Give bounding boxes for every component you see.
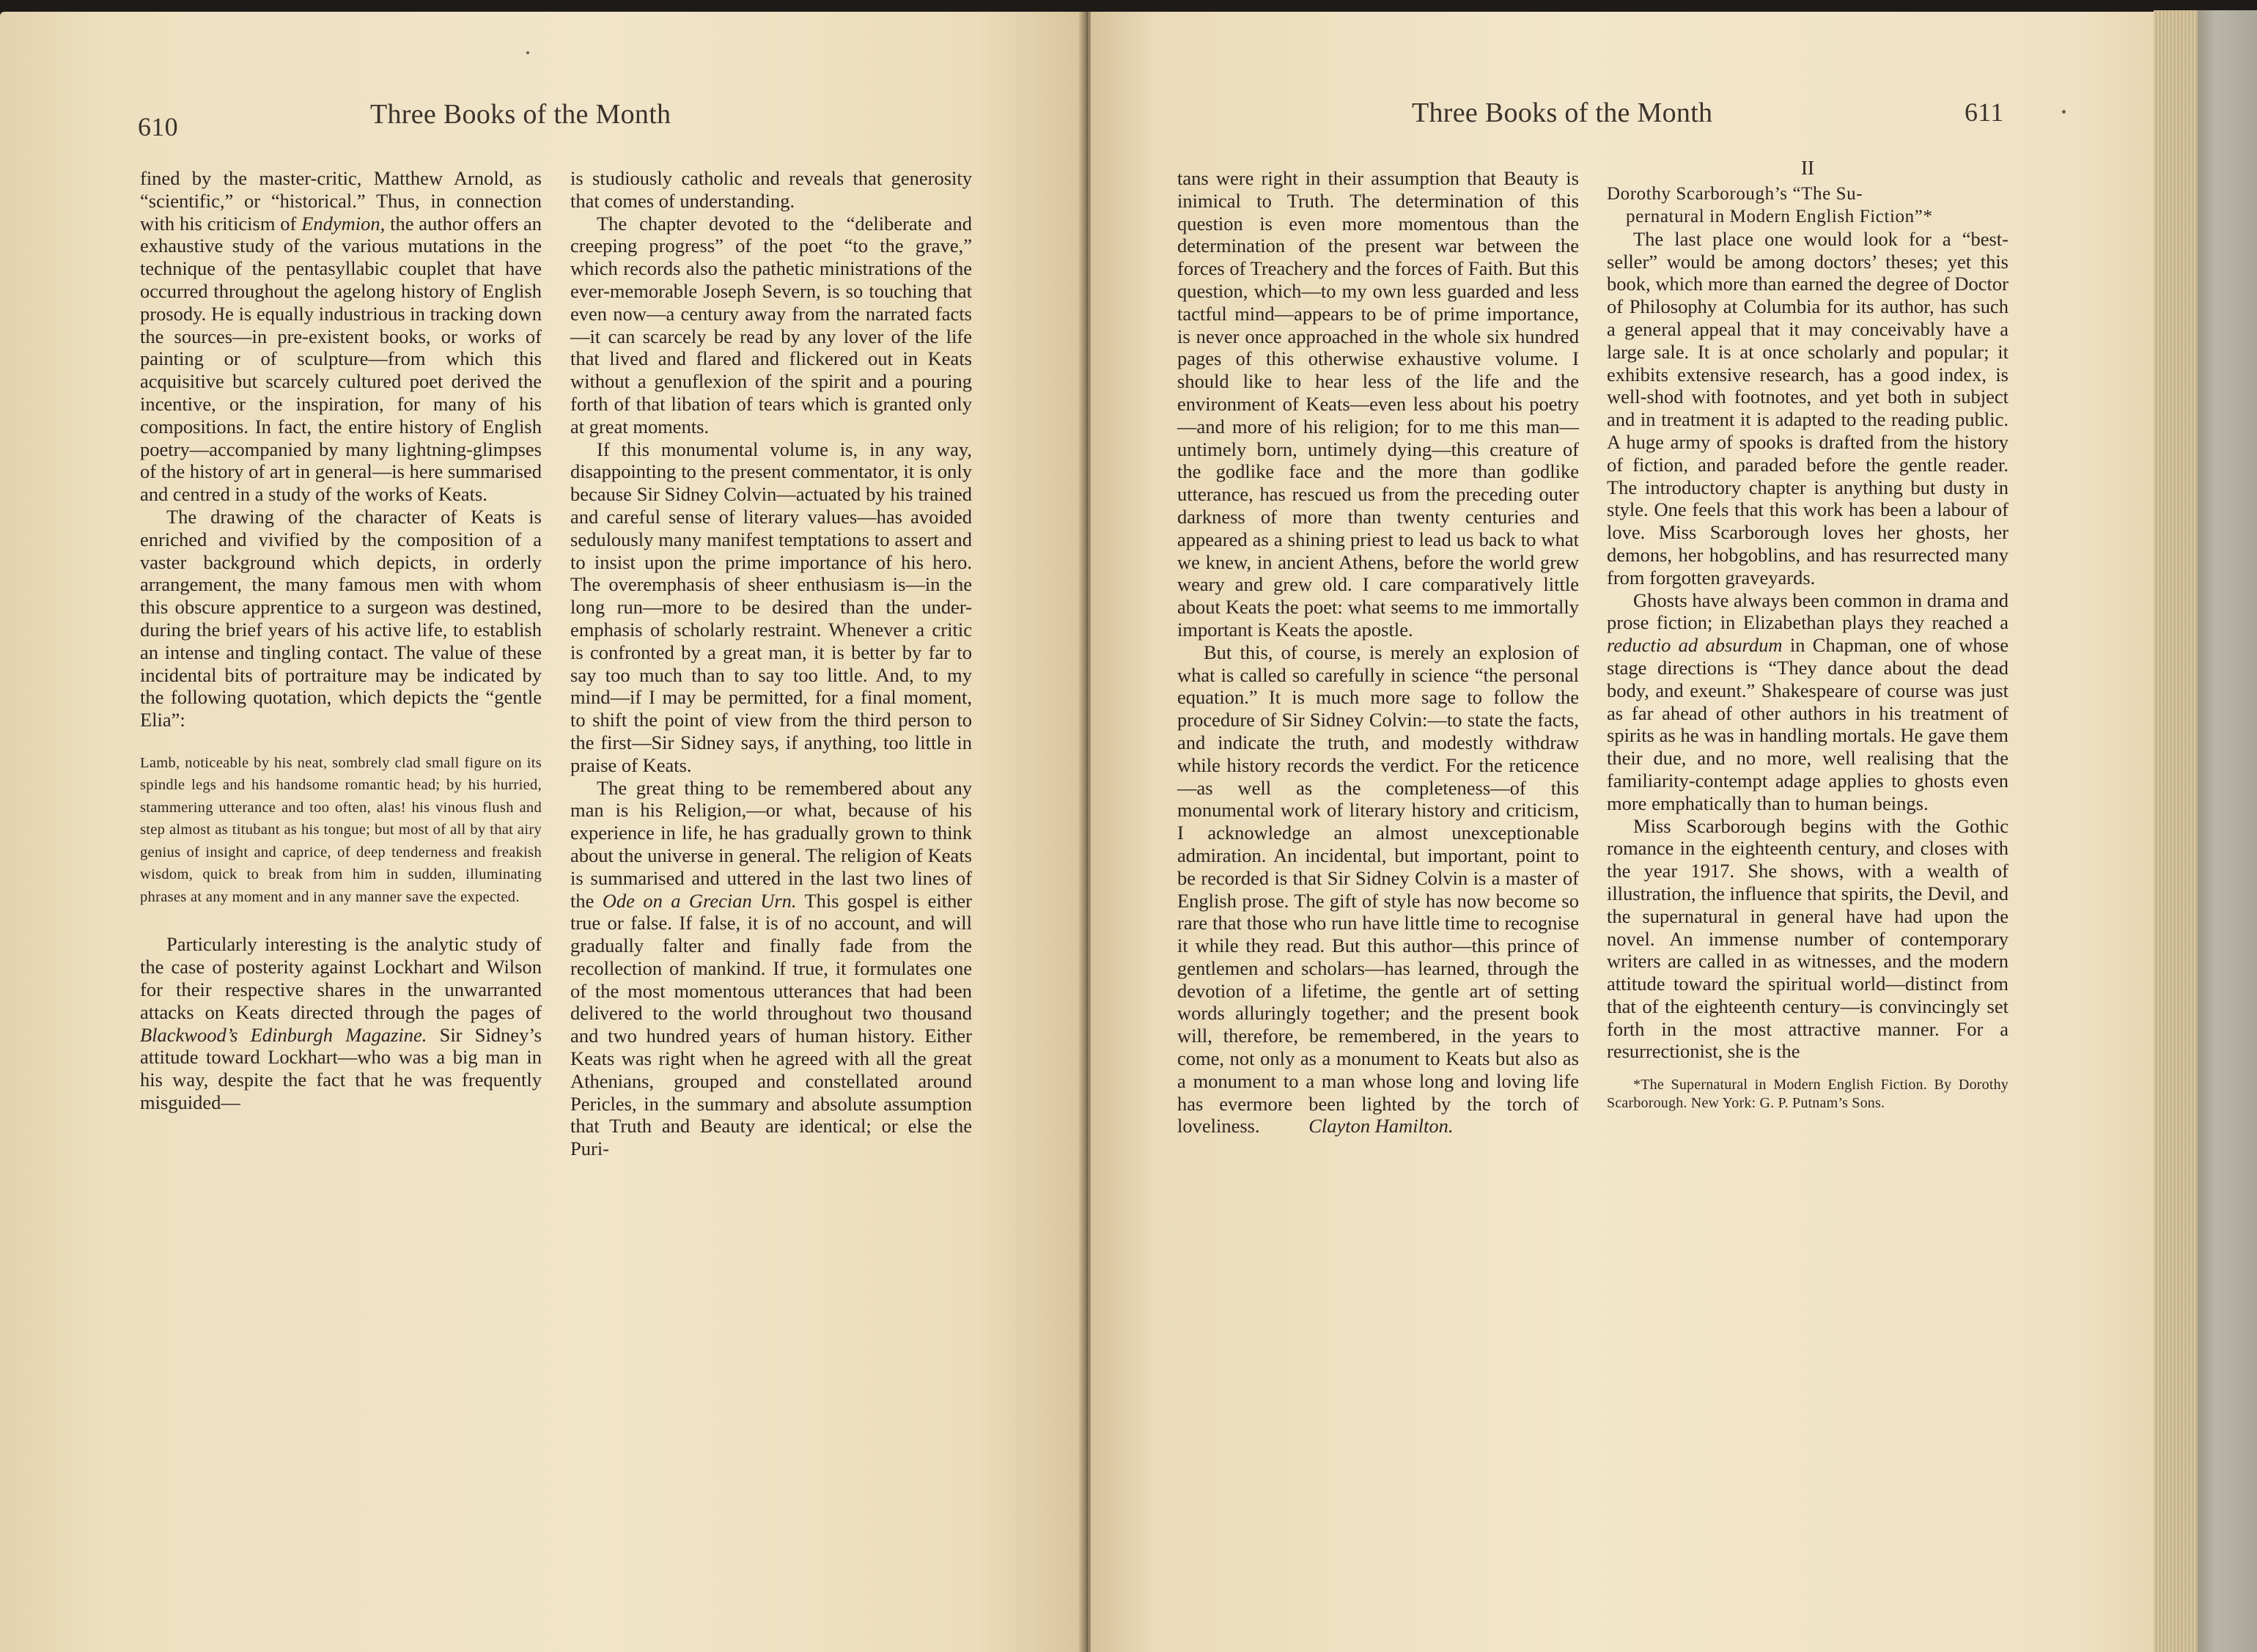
paragraph: The drawing of the character of Keats is enriched and vivified by the composition of a vaster background which depicts, in orderly arrangement, the many famous men with whom this obscure apprentice to a surgeon was destined, during the brief years of his active life, to establish an intense and tingling contact. The value of these incidental bits of portraiture may be indicated by the following quotation, which depicts the “gentle Elia”:: [140, 505, 542, 731]
section-title: Dorothy Scarborough’s “The Su- pernatural in Modern English Fiction”*: [1607, 183, 1933, 226]
page-edges: [2154, 10, 2198, 1652]
paragraph: The great thing to be remembered about any man is his Religion,—or what, because of his experience in life, he has gradually grown to think about the universe in general. The religion of Keats is summarised and uttered in the last two lines of the Ode on a Grecian Urn. This gospel is either true or false. If false, it is of no account, and will gradually falter and finally fade from the recollection of mankind. If true, it formulates one of the most momentous utterances that had been delivered to the world throughout two thousand and two hundred years of human history. Either Keats was right when he agreed with all the great Athenians, grouped and constellated around Pericles, in the summary and absolute assumption that Truth and Beauty are identical; or else the Puri-: [570, 776, 973, 1160]
left-column-2: [570, 167, 972, 1160]
paragraph: If this monumental volume is, in any way, disappointing to the present commentator, it is only because Sir Sidney Colvin—actuated by his trained and careful sense of literary values—has avoided sedulously many manifest temptations to assert and to insist upon the prime importance of his hero. The overemphasis of sheer enthusiasm is—in the long run—more to be desired than the under-emphasis of scholarly restraint. Whenever a critic is confronted by a great man, it is better by far to say too much than to say too little. And, to my mind—if I may be permitted, for a final moment, to shift the point of view from the third person to the first—Sir Sidney says, if anything, too little in praise of Keats.: [570, 438, 972, 776]
paragraph: Ghosts have always been common in drama and prose fiction; in Elizabethan plays they reached a reductio ad absurdum in Chapman, one of whose stage directions is “They dance about the dead body, and exeunt.” Shakespeare of course was just as far ahead of other authors in his treatment of spirits as he was in handling mortals. He gave them their due, and no more, well realising that the familiarity-contempt adage applies to ghosts even more emphatically than to human beings.: [1607, 589, 2009, 814]
paragraph: Miss Scarborough begins with the Gothic romance in the eighteenth century, and closes with the year 1917. She shows, with a wealth of illustration, the influence that spirits, the Devil, and the supernatural in general have had upon the novel. An immense number of contemporary writers are called in as witnesses, and the modern attitude toward the spiritual world—distinct from that of the eighteenth century—is convincingly set forth in the most attractive manner. For a resurrectionist, she is the: [1607, 814, 2009, 1063]
paper-speck: [2062, 110, 2066, 114]
right-page: [1091, 12, 2161, 1652]
paragraph: tans were right in their assumption that Beauty is inimical to Truth. The determination of this question is even more momentous than the determination of the present war between the forces of Treachery and the forces of Faith. But this question, which—to my own less guarded and less tactful mind—appears to be of prime importance, is never once approached in the whole six hundred pages of this otherwise exhaustive volume. I should like to hear less of the life and the environment of Keats—even less about his poetry—and more of his religion; for to me this man—untimely born, untimely dying—this creature of the godlike face and the more than godlike utterance, has rescued us from the preceding outer darkness of more than twenty centuries and appeared as a shining priest to lead us back to what we knew, in ancient Athens, before the world grew weary and grew old. I care comparatively little about Keats the poet: what seems to me immortally important is Keats the apostle.: [1177, 167, 1579, 641]
book-cover-edge: [2198, 10, 2257, 1652]
section-numeral: II: [1801, 157, 1814, 179]
author-signature: Clayton Hamilton.: [1308, 1115, 1454, 1137]
paragraph: The last place one would look for a “best-seller” would be among doctors’ theses; yet this book, which more than earned the degree of Doctor of Philosophy at Columbia for its author, has such a general appeal that it may conceivably have a large sale. It is at once scholarly and popular; it exhibits extensive research, has a good index, is well-shod with footnotes, and yet both in subject and in treatment it is adapted to the reading public. A huge army of spooks is drafted from the history of fiction, and paraded before the gentle reader. The introductory chapter is anything but dusty in style. One feels that this work has been a labour of love. Miss Scarborough loves her ghosts, her demons, her hobgoblins, and has resurrected many from forgotten graveyards.: [1607, 227, 2009, 589]
paragraph: But this, of course, is merely an explosion of what is called so carefully in science “the personal equation.” It is much more sage to follow the procedure of Sir Sidney Colvin:—to state the facts, and indicate the truth, and modestly withdraw while history records the verdict. For the reticence—as well as the completeness—of this monumental work of literary history and criticism, I acknowledge an almost unexceptionable admiration. An incidental, but important, point to be recorded is that Sir Sidney Colvin is a master of English prose. The gift of style has now become so rare that those who run have little time to recognise it while they read. But this author—this prince of gentlemen and scholars—has learned, through the devotion of a lifetime, the gentle art of setting words alluringly together; and the present book will, therefore, be remembered, in the years to come, not only as a monument to Keats but also as a monument to a man whose long and loving life has evermore been lighted by the torch of loveliness. Clayton Hamilton.: [1177, 641, 1579, 1137]
page-number-right: 611: [1965, 97, 2004, 127]
paper-speck: [526, 51, 529, 54]
left-column-1: [140, 167, 542, 1114]
right-column-2: [1607, 157, 2009, 1113]
paragraph: is studiously catholic and reveals that generosity that comes of understanding.: [570, 167, 972, 212]
running-head-left: Three Books of the Month: [370, 99, 671, 130]
paragraph: Particularly interesting is the analytic study of the case of posterity against Lockhart and Wilson for their respective shares in the unwarranted attacks on Keats directed through the pages of Blackwood’s Edinburgh Magazine. Sir Sidney’s attitude toward Lockhart—who was a big man in his way, despite the fact that he was frequently misguided—: [140, 933, 542, 1113]
paragraph: The chapter devoted to the “deliberate and creeping progress” of the poet “to the grave,” which records also the pathetic ministrations of the ever-memorable Joseph Severn, is so touching that even now—a century away from the narrated facts—it can scarcely be read by any lover of the life that lived and flared and flickered out in Keats without a genuflexion of the spirit and a pouring forth of that libation of tears which is granted only at great moments.: [570, 212, 972, 438]
right-column-1: [1177, 167, 1579, 1137]
page-number-left: 610: [138, 112, 178, 141]
paragraph: fined by the master-critic, Matthew Arnold, as “scientific,” or “historical.” Thus, in connection with his criticism of Endymion, the author offers an exhaustive study of the various mutations in the technique of the pentasyllabic couplet that have occurred throughout the agelong history of English prosody. He is equally industrious in tracking down the sources—in pre-existent books, or works of painting or of sculpture—from which this acquisitive but scarcely cultured poet derived the incentive, or the inspiration, for many of his compositions. In fact, the entire history of English poetry—accompanied by many lightning-glimpses of the history of art in general—is here summarised and centred in a study of the works of Keats.: [140, 167, 542, 506]
footnote: *The Supernatural in Modern English Fiction. By Dorothy Scarborough. New York: G. P. Putnam’s Sons.: [1607, 1077, 2009, 1112]
running-head-right: Three Books of the Month: [1412, 97, 1713, 128]
left-page: [0, 12, 1083, 1652]
block-quote: Lamb, noticeable by his neat, sombrely clad small figure on its spindle legs and his handsome romantic head; by his hurried, stammering utterance and too often, alas! his vinous flush and step almost as titubant as his tongue; but most of all by that airy genius of insight and caprice, of deep tenderness and freakish wisdom, quick to break from him in sudden, illuminating phrases at any moment and in any manner save the expected.: [140, 754, 542, 905]
